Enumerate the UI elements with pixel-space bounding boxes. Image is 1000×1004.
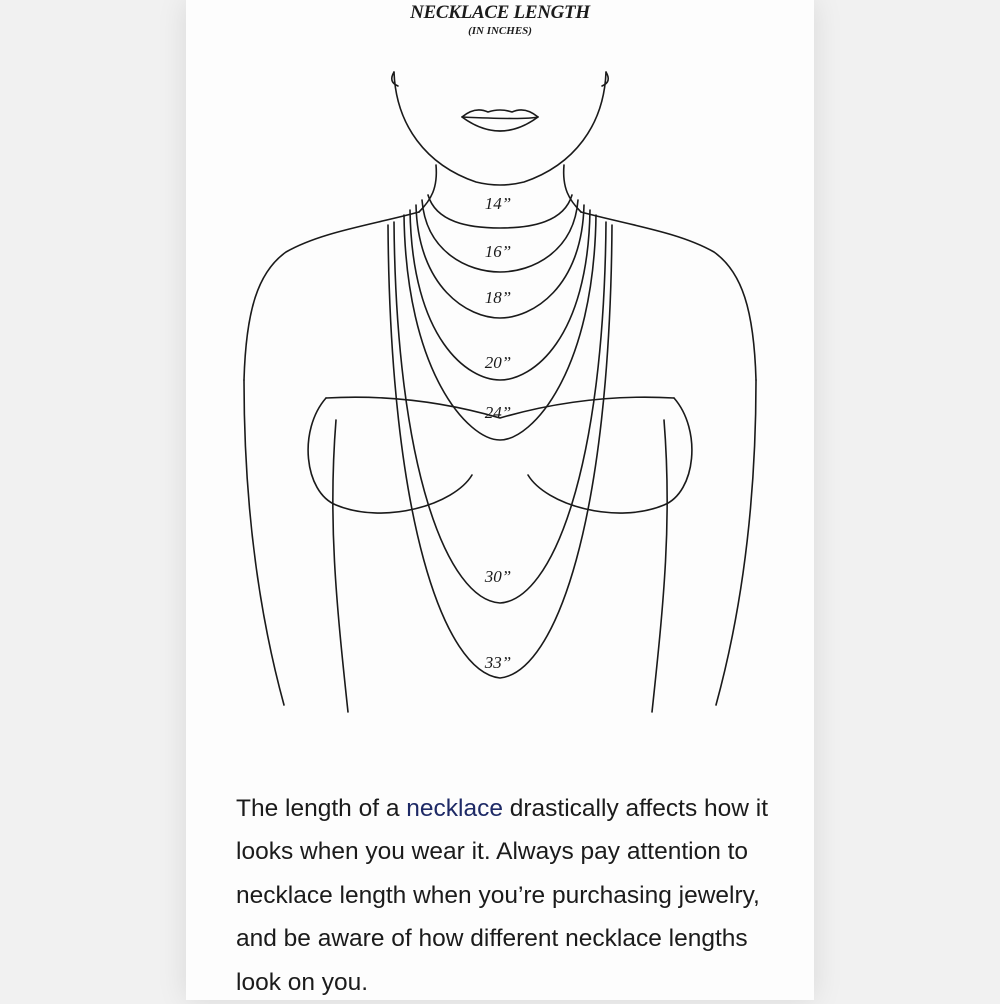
neck-right xyxy=(564,165,581,212)
length-label-14: 14” xyxy=(485,194,511,213)
length-label-16: 16” xyxy=(485,242,511,261)
caption-text-after: drastically affects how it looks when you wear it. Always pay attention to necklace length when you’re purchasing jewelry, and be aware of how different necklace lengths look on you. xyxy=(236,795,768,996)
necklace-link[interactable]: necklace xyxy=(406,795,503,822)
length-label-18: 18” xyxy=(485,288,511,307)
body-outline-illustration xyxy=(186,0,814,730)
article-card xyxy=(186,0,814,1000)
right-arm xyxy=(716,380,756,705)
torso-left xyxy=(333,420,348,712)
length-label-24: 24” xyxy=(485,403,511,422)
diagram-title: NECKLACE LENGTH xyxy=(186,2,814,24)
length-label-33: 33” xyxy=(484,653,511,672)
upper-lip xyxy=(462,110,538,119)
caption-text-before: The length of a xyxy=(236,795,406,822)
necklace-length-diagram xyxy=(186,0,814,730)
torso-right xyxy=(652,420,667,712)
face-outline xyxy=(394,72,606,185)
left-arm xyxy=(244,380,284,705)
caption-paragraph xyxy=(236,787,776,1004)
diagram-subtitle: (IN INCHES) xyxy=(186,25,814,37)
length-label-20: 20” xyxy=(485,353,511,372)
neck-left xyxy=(419,165,436,212)
length-label-30: 30” xyxy=(484,567,511,586)
